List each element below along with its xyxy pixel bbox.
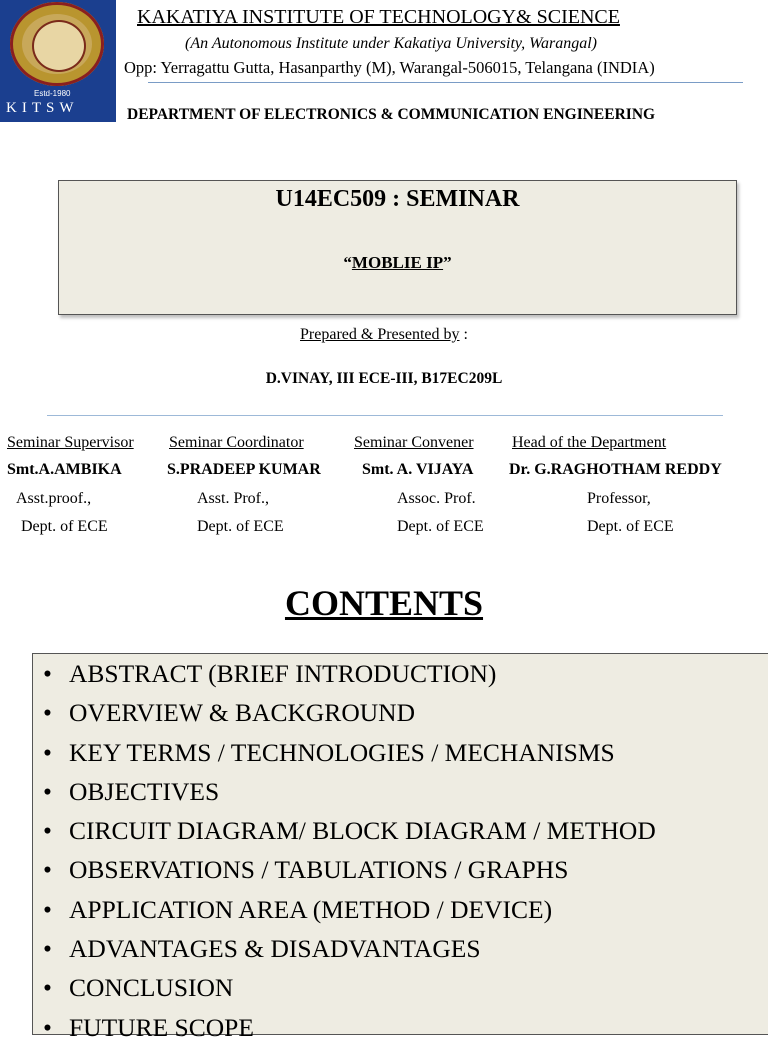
list-item-text: CONCLUSION (69, 973, 234, 1003)
list-item-text: APPLICATION AREA (METHOD / DEVICE) (69, 894, 553, 924)
list-item (43, 852, 656, 891)
faculty-role-supervisor: Seminar Supervisor (7, 434, 134, 451)
faculty-designation-convener: Assoc. Prof. (397, 490, 476, 507)
section-divider (47, 415, 723, 416)
list-item (43, 1010, 656, 1049)
logo-abbreviation: KITSW (6, 100, 79, 116)
prepared-by-line (0, 326, 768, 344)
list-item (43, 695, 656, 734)
list-item (43, 735, 656, 774)
seminar-title (59, 253, 736, 273)
list-item-text: OVERVIEW & BACKGROUND (69, 698, 415, 728)
faculty-designation-hod: Professor, (587, 490, 651, 507)
list-item-text: OBSERVATIONS / TABULATIONS / GRAPHS (69, 855, 569, 885)
bullet-icon: • (43, 698, 52, 728)
seminar-topic: MOBLIE IP (351, 253, 444, 272)
institute-subtitle: (An Autonomous Institute under Kakatiya University, Warangal) (185, 35, 597, 52)
faculty-name-hod: Dr. G.RAGHOTHAM REDDY (509, 461, 722, 478)
bullet-icon: • (43, 659, 52, 688)
logo-estd-text: Estd-1980 (34, 89, 71, 98)
list-item (43, 656, 656, 695)
department-name: DEPARTMENT OF ELECTRONICS & COMMUNICATION ENGINEERING (127, 106, 656, 123)
faculty-dept-coordinator: Dept. of ECE (197, 518, 284, 535)
bullet-icon: • (43, 816, 52, 846)
title-open-quote: “ (343, 253, 352, 272)
prepared-label: Prepared & Presented by (300, 326, 460, 343)
faculty-name-coordinator: S.PRADEEP KUMAR (167, 461, 321, 478)
list-item (43, 970, 656, 1009)
bullet-icon: • (43, 855, 52, 885)
list-item (43, 813, 656, 852)
contents-heading: CONTENTS (284, 583, 484, 623)
bullet-icon: • (43, 776, 52, 806)
logo-emblem-icon (32, 20, 86, 72)
list-item-text: ABSTRACT (BRIEF INTRODUCTION) (69, 659, 497, 688)
header-divider (148, 82, 743, 83)
course-code: U14EC509 : SEMINAR (275, 186, 520, 212)
faculty-role-coordinator: Seminar Coordinator (169, 434, 304, 451)
seminar-title-box (58, 180, 737, 315)
title-close-quote: ” (443, 253, 452, 272)
faculty-role-hod: Head of the Department (512, 434, 667, 451)
list-item-text: KEY TERMS / TECHNOLOGIES / MECHANISMS (69, 737, 615, 767)
faculty-designation-supervisor: Asst.proof., (16, 490, 92, 507)
faculty-role-convener: Seminar Convener (354, 434, 474, 451)
list-item-text: ADVANTAGES & DISADVANTAGES (69, 934, 481, 964)
faculty-designation-coordinator: Asst. Prof., (197, 490, 270, 507)
faculty-name-convener: Smt. A. VIJAYA (362, 461, 474, 478)
bullet-icon: • (43, 737, 52, 767)
faculty-dept-supervisor: Dept. of ECE (21, 518, 108, 535)
institute-address: Opp: Yerragattu Gutta, Hasanparthy (M), Warangal-506015, Telangana (INDIA) (124, 58, 655, 77)
institute-logo (0, 0, 116, 122)
presenter-details: D.VINAY, III ECE-III, B17EC209L (265, 370, 503, 387)
faculty-dept-convener: Dept. of ECE (397, 518, 484, 535)
faculty-dept-hod: Dept. of ECE (587, 518, 674, 535)
list-item (43, 892, 656, 931)
institute-name: KAKATIYA INSTITUTE OF TECHNOLOGY& SCIENCE (137, 6, 620, 28)
list-item (43, 931, 656, 970)
faculty-name-supervisor: Smt.A.AMBIKA (7, 461, 122, 478)
list-item (43, 774, 656, 813)
contents-box (32, 653, 768, 1042)
logo-seal-icon (10, 2, 104, 86)
list-item-text: OBJECTIVES (69, 776, 220, 806)
contents-list (43, 656, 656, 1049)
bullet-icon: • (43, 934, 52, 964)
prepared-suffix: : (459, 326, 468, 343)
bullet-icon: • (43, 973, 52, 1003)
list-item-text: FUTURE SCOPE (69, 1012, 254, 1042)
bullet-icon: • (43, 894, 52, 924)
list-item-text: CIRCUIT DIAGRAM/ BLOCK DIAGRAM / METHOD (69, 816, 656, 846)
bullet-icon: • (43, 1012, 52, 1042)
